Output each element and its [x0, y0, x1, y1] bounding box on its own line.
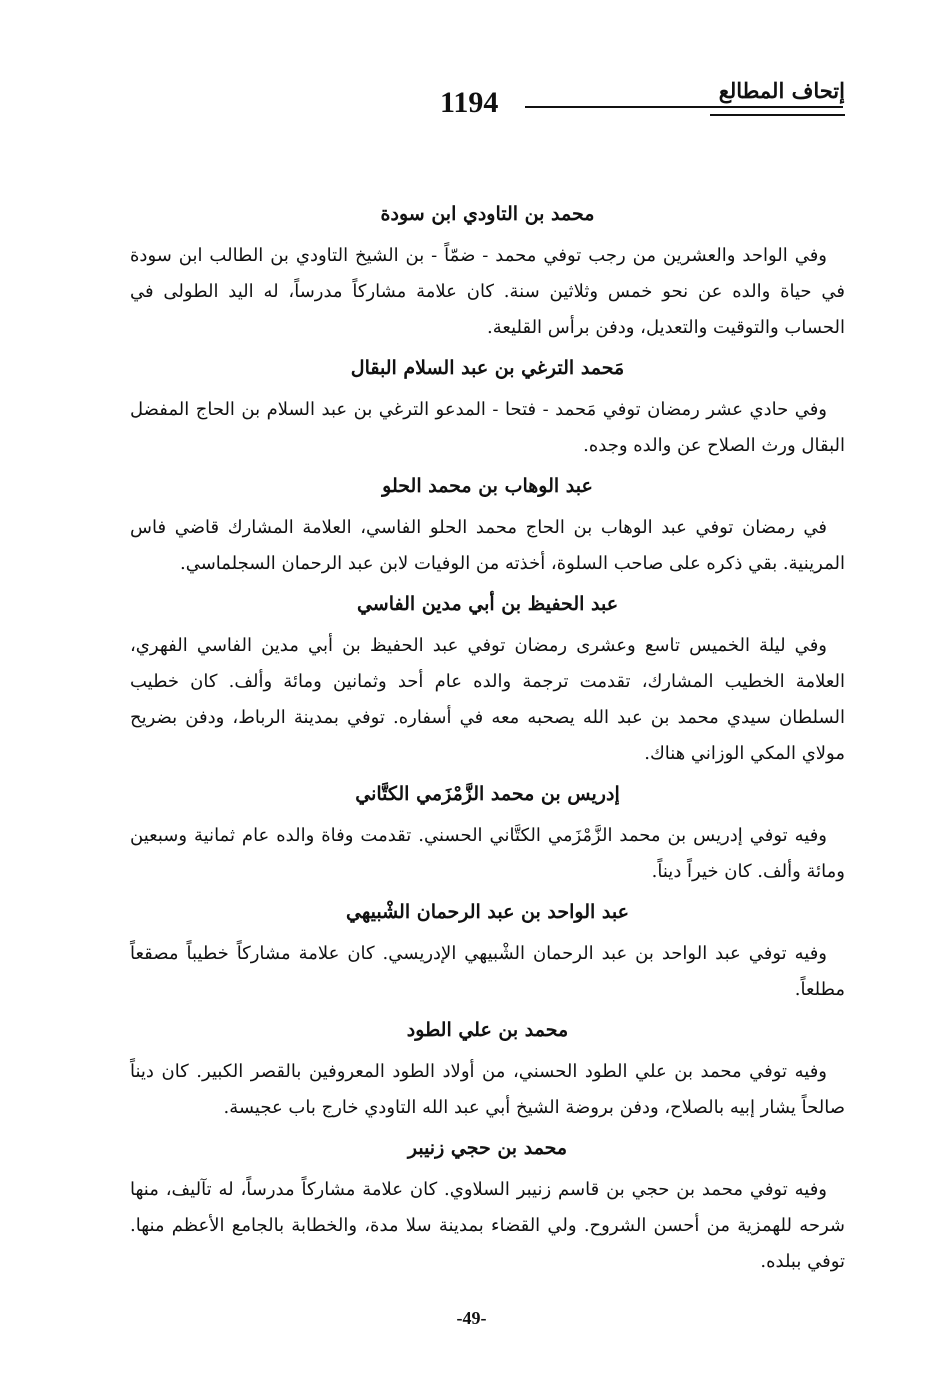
entry-text: في رمضان توفي عبد الوهاب بن الحاج محمد الحلو الفاسي، العلامة المشارك قاضي فاس المرينية. بقي ذكره على صاحب السلوة، أخذته من الوفيات لابن عبد الرحمان السجلماسي.	[130, 517, 845, 574]
header-rule-right	[710, 114, 845, 116]
page-folio: -49-	[456, 1308, 487, 1328]
page-number: 1194	[440, 86, 499, 119]
entry	[130, 468, 845, 582]
header-rule-left	[525, 106, 843, 108]
entry	[130, 1012, 845, 1126]
entry-title: مَحمد الترغي بن عبد السلام البقال	[350, 357, 625, 379]
entry-text: وفيه توفي عبد الواحد بن عبد الرحمان الشْبيهي الإدريسي. كان علامة مشاركاً خطيباً مصقعاً مطلعاً.	[130, 943, 845, 1000]
entry	[130, 894, 845, 1008]
entry	[130, 350, 845, 464]
running-title: إتحاف المطالع	[718, 78, 845, 103]
entry-text: وفي حادي عشر رمضان توفي مَحمد - فتحا - المدعو الترغي بن عبد السلام بن الحاج المفضل البقال ورث الصلاح عن والده وجده.	[130, 399, 845, 456]
entry-text: وفي الواحد والعشرين من رجب توفي محمد - ضمّاً - بن الشيخ التاودي بن الطالب ابن سودة في حياة والده عن نحو خمس وثلاثين سنة. كان علامة مشاركاً مدرساً، له اليد الطولى في الحساب والتوقيت والتعديل، ودفن برأس القليعة.	[130, 245, 845, 338]
entry-title: إدريس بن محمد الزَّمْزَمي الكتَّاني	[355, 783, 620, 805]
entry-title: محمد بن التاودي ابن سودة	[380, 203, 595, 225]
entry-title: عبد الواحد بن عبد الرحمان الشْبيهي	[346, 901, 629, 923]
entry-title: محمد بن علي الطود	[406, 1019, 569, 1041]
entry-title: عبد الحفيظ بن أبي مدين الفاسي	[356, 593, 619, 615]
entry	[130, 776, 845, 890]
entry-title: عبد الوهاب بن محمد الحلو	[382, 475, 593, 497]
entry	[130, 196, 845, 346]
page-body	[130, 196, 845, 1284]
page-header	[140, 70, 845, 130]
entry	[130, 586, 845, 772]
entry-text: وفي ليلة الخميس تاسع وعشرى رمضان توفي عبد الحفيظ بن أبي مدين الفاسي الفهري، العلامة الخطيب المشارك، تقدمت ترجمة والده عام أحد وثمانين ومائة وألف. كان خطيب السلطان سيدي محمد بن عبد الله يصحبه معه في أسفاره. توفي بمدينة الرباط، ودفن بضريح مولاي المكي الوزاني هناك.	[130, 635, 845, 764]
entry-text: وفيه توفي إدريس بن محمد الزَّمْزَمي الكتَّاني الحسني. تقدمت وفاة والده عام ثمانية وسبعين ومائة وألف. كان خيراً ديناً.	[130, 825, 845, 882]
entry-text: وفيه توفي محمد بن حجي بن قاسم زنيبر السلاوي. كان علامة مشاركاً مدرساً، له تآليف، منها شرحه للهمزية من أحسن الشروح. ولي القضاء بمدينة سلا مدة، والخطابة بالجامع الأعظم منها. توفي ببلده.	[130, 1179, 845, 1272]
entry	[130, 1130, 845, 1280]
entry-title: محمد بن حجي زنيبر	[407, 1137, 568, 1159]
entry-text: وفيه توفي محمد بن علي الطود الحسني، من أولاد الطود المعروفين بالقصر الكبير. كان ديناً صالحاً يشار إبيه بالصلاح، ودفن بروضة الشيخ أبي عبد الله التاودي خارج باب عجيسة.	[130, 1061, 845, 1118]
